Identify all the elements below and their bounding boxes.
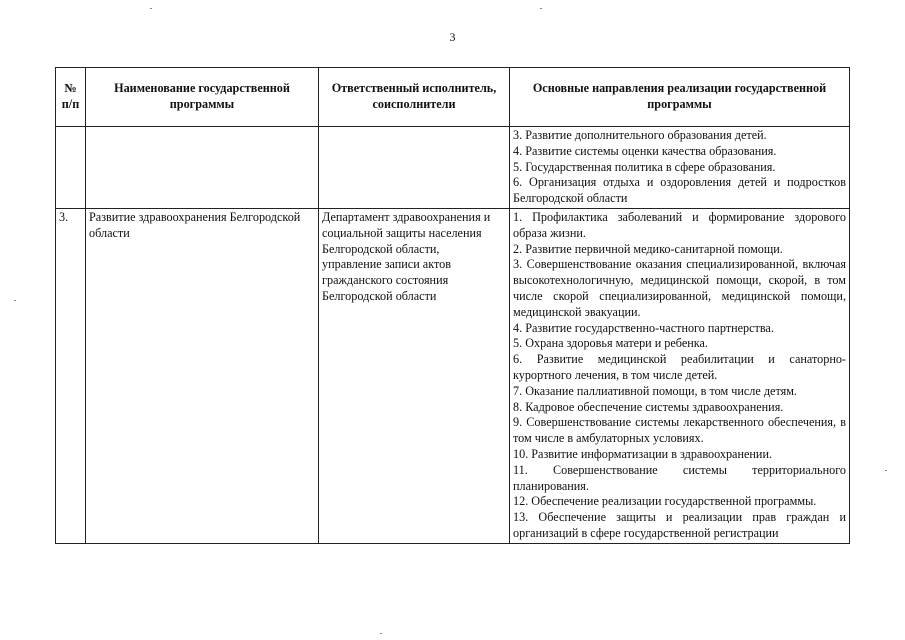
- page-number: 3: [449, 30, 456, 44]
- direction-item: 3. Развитие дополнительного образования детей.: [513, 128, 767, 142]
- direction-item: 2. Развитие первичной медико-санитарной помощи.: [513, 241, 783, 256]
- scan-speck: [540, 8, 542, 9]
- direction-item: 7. Оказание паллиативной помощи, в том числе детям.: [513, 383, 797, 398]
- cell-number: 3.: [56, 208, 86, 543]
- table-header-row: [56, 68, 850, 127]
- executor-line: Департамент здравоохранения и социальной защиты населения Белгородской области,: [322, 209, 491, 256]
- direction-item: 6. Организация отдыха и оздоровления детей и подростков Белгородской области: [513, 175, 846, 206]
- header-program-name: Наименование государственной программы: [86, 68, 319, 127]
- cell-directions: [510, 208, 850, 543]
- direction-item: 8. Кадровое обеспечение системы здравоохранения.: [513, 399, 784, 414]
- direction-item: 12. Обеспечение реализации государственной программы.: [513, 494, 817, 509]
- direction-item: 3. Совершенствование оказания специализированной, включая высокотехнологичную, медицинской помощи, скорой, в том числе скорой специализированной, медицинской помощи, медицинской эвакуации.: [513, 257, 846, 319]
- direction-item: 1. Профилактика заболеваний и формирование здорового образа жизни.: [513, 209, 846, 240]
- direction-item: 10. Развитие информатизации в здравоохранении.: [513, 446, 773, 461]
- programs-table: [55, 67, 850, 544]
- direction-item: 5. Охрана здоровья матери и ребенка.: [513, 336, 708, 351]
- executor-line: управление записи актов гражданского состояния Белгородской области: [322, 257, 451, 303]
- header-executor: Ответственный исполнитель, соисполнители: [319, 68, 510, 127]
- direction-item: 6. Развитие медицинской реабилитации и санаторно-курортного лечения, в том числе детей.: [513, 352, 846, 382]
- cell-executor-empty: [319, 127, 510, 209]
- table-row-continuation: [56, 127, 850, 209]
- direction-item: 4. Развитие системы оценки качества образования.: [513, 143, 777, 158]
- direction-item: 9. Совершенствование системы лекарственного обеспечения, в том числе в амбулаторных условиях.: [513, 415, 846, 446]
- cell-name-empty: [86, 127, 319, 209]
- cell-number-empty: [56, 127, 86, 209]
- scan-speck: [885, 470, 887, 471]
- header-directions: Основные направления реализации государственной программы: [510, 68, 850, 127]
- cell-program-name: Развитие здравоохранения Белгородской области: [86, 208, 319, 543]
- cell-executor: [319, 208, 510, 543]
- table-row-program-3: [56, 208, 850, 543]
- direction-item: 4. Развитие государственно-частного партнерства.: [513, 320, 774, 335]
- direction-item: 5. Государственная политика в сфере образования.: [513, 159, 776, 174]
- scan-speck: [14, 300, 16, 301]
- scan-speck: [380, 633, 382, 634]
- cell-directions-continued: [510, 127, 850, 209]
- direction-item: 11. Совершенствование системы территориального планирования.: [513, 462, 846, 493]
- header-number: № п/п: [56, 68, 86, 127]
- scan-speck: [150, 8, 152, 9]
- direction-item: 13. Обеспечение защиты и реализации прав граждан и организаций в сфере государственной регистрации: [513, 510, 846, 540]
